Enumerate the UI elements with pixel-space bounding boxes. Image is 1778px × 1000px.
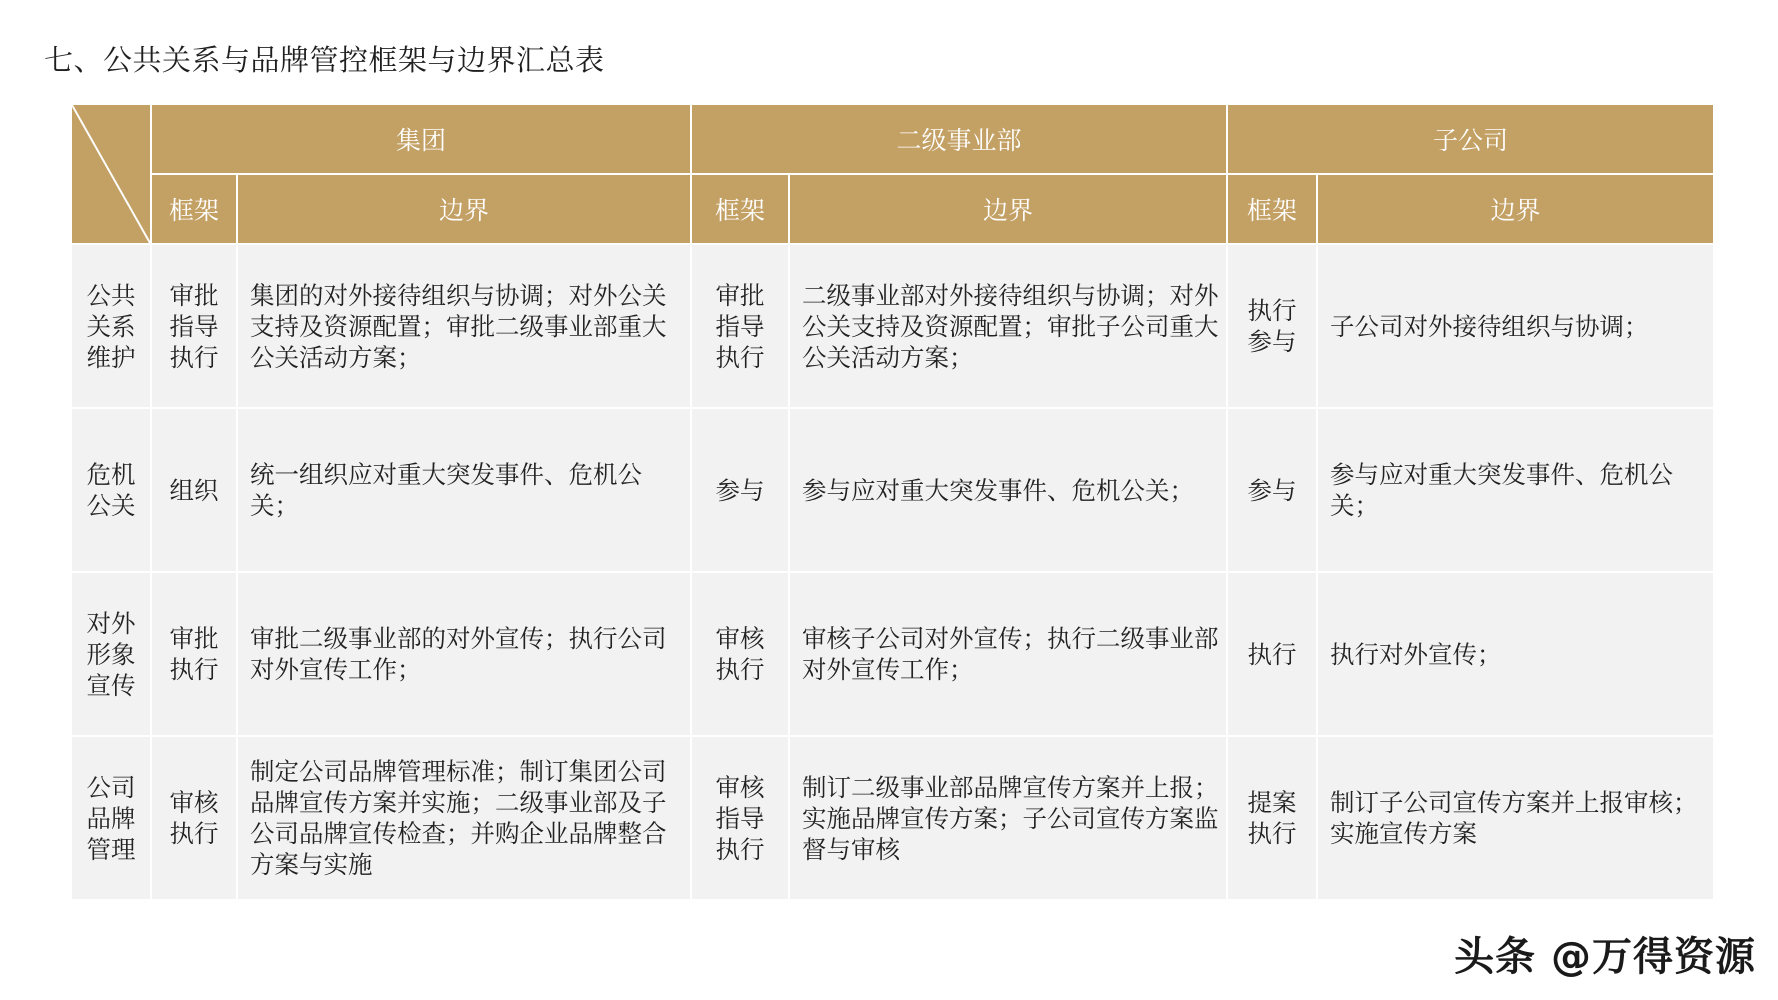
group-boundary: 统一组织应对重大突发事件、危机公关； (237, 408, 691, 572)
group-framework-line: 审核 (169, 788, 219, 817)
header-framework: 框架 (1227, 174, 1317, 244)
header-boundary: 边界 (1317, 174, 1714, 244)
row-label-line: 危机 (86, 460, 136, 489)
row-label-line: 宣传 (86, 670, 136, 700)
group-framework-line: 组织 (169, 475, 219, 505)
group-framework (151, 736, 237, 900)
watermark: 头条 @万得资源 (1454, 934, 1756, 980)
group-framework-line: 指导 (169, 311, 219, 341)
group-framework (151, 244, 237, 408)
division-framework (691, 736, 789, 900)
row-label-line: 公共 (86, 280, 136, 310)
division-framework-line: 指导 (715, 803, 765, 833)
row-label (71, 244, 151, 408)
subsidiary-framework-line: 参与 (1247, 327, 1297, 356)
header-boundary: 边界 (237, 174, 691, 244)
row-label-line: 公司 (86, 772, 136, 802)
row-label-line: 关系 (86, 311, 136, 341)
group-boundary: 制定公司品牌管理标准；制订集团公司品牌宣传方案并实施；二级事业部及子公司品牌宣传检查；并购企业品牌整合方案与实施 (237, 736, 691, 900)
group-boundary: 集团的对外接待组织与协调；对外公关支持及资源配置；审批二级事业部重大公关活动方案； (237, 244, 691, 408)
header-group: 集团 (151, 104, 691, 174)
table-row (71, 736, 1714, 900)
diagonal-line-icon (72, 105, 150, 243)
page-title: 七、公共关系与品牌管控框架与边界汇总表 (44, 43, 605, 77)
division-framework-line: 审核 (715, 624, 765, 653)
row-label-line: 对外 (86, 608, 136, 638)
header-framework: 框架 (691, 174, 789, 244)
table-row (71, 572, 1714, 736)
division-boundary: 二级事业部对外接待组织与协调；对外公关支持及资源配置；审批子公司重大公关活动方案； (789, 244, 1227, 408)
division-boundary: 参与应对重大突发事件、危机公关； (789, 408, 1227, 572)
table-row (71, 408, 1714, 572)
subsidiary-boundary: 参与应对重大突发事件、危机公关； (1317, 408, 1714, 572)
corner-header (71, 104, 151, 244)
subsidiary-framework-line: 执行 (1247, 819, 1297, 848)
row-label-line: 公关 (86, 491, 136, 520)
division-boundary: 制订二级事业部品牌宣传方案并上报；实施品牌宣传方案；子公司宣传方案监督与审核 (789, 736, 1227, 900)
group-framework-line: 执行 (169, 655, 219, 684)
header-boundary: 边界 (789, 174, 1227, 244)
header-subsidiary: 子公司 (1227, 104, 1714, 174)
row-label-line: 形象 (86, 639, 136, 669)
division-framework-line: 指导 (715, 311, 765, 341)
division-framework-line: 审核 (715, 772, 765, 802)
subsidiary-boundary: 执行对外宣传； (1317, 572, 1714, 736)
group-framework-line: 审批 (169, 280, 219, 310)
group-framework-line: 执行 (169, 342, 219, 372)
subsidiary-boundary: 制订子公司宣传方案并上报审核；实施宣传方案 (1317, 736, 1714, 900)
subsidiary-framework (1227, 408, 1317, 572)
row-label (71, 572, 151, 736)
group-framework-line: 审批 (169, 624, 219, 653)
division-framework-line: 执行 (715, 655, 765, 684)
row-label-line: 管理 (86, 834, 136, 864)
subsidiary-framework-line: 提案 (1247, 788, 1297, 817)
division-framework-line: 参与 (715, 475, 765, 505)
table-row (71, 244, 1714, 408)
subsidiary-boundary: 子公司对外接待组织与协调； (1317, 244, 1714, 408)
group-framework-line: 执行 (169, 819, 219, 848)
subsidiary-framework (1227, 572, 1317, 736)
division-framework (691, 408, 789, 572)
division-framework-line: 审批 (715, 280, 765, 310)
header-division: 二级事业部 (691, 104, 1227, 174)
summary-table (70, 103, 1715, 901)
group-boundary: 审批二级事业部的对外宣传；执行公司对外宣传工作； (237, 572, 691, 736)
group-framework (151, 408, 237, 572)
division-framework-line: 执行 (715, 342, 765, 372)
division-framework (691, 244, 789, 408)
division-framework (691, 572, 789, 736)
group-framework (151, 572, 237, 736)
row-label-line: 维护 (86, 342, 136, 372)
row-label (71, 408, 151, 572)
row-label (71, 736, 151, 900)
division-framework-line: 执行 (715, 834, 765, 864)
subsidiary-framework-line: 参与 (1247, 475, 1297, 505)
subsidiary-framework-line: 执行 (1247, 639, 1297, 669)
division-boundary: 审核子公司对外宣传；执行二级事业部对外宣传工作； (789, 572, 1227, 736)
subsidiary-framework (1227, 244, 1317, 408)
subsidiary-framework-line: 执行 (1247, 296, 1297, 325)
header-framework: 框架 (151, 174, 237, 244)
subsidiary-framework (1227, 736, 1317, 900)
row-label-line: 品牌 (86, 803, 136, 833)
